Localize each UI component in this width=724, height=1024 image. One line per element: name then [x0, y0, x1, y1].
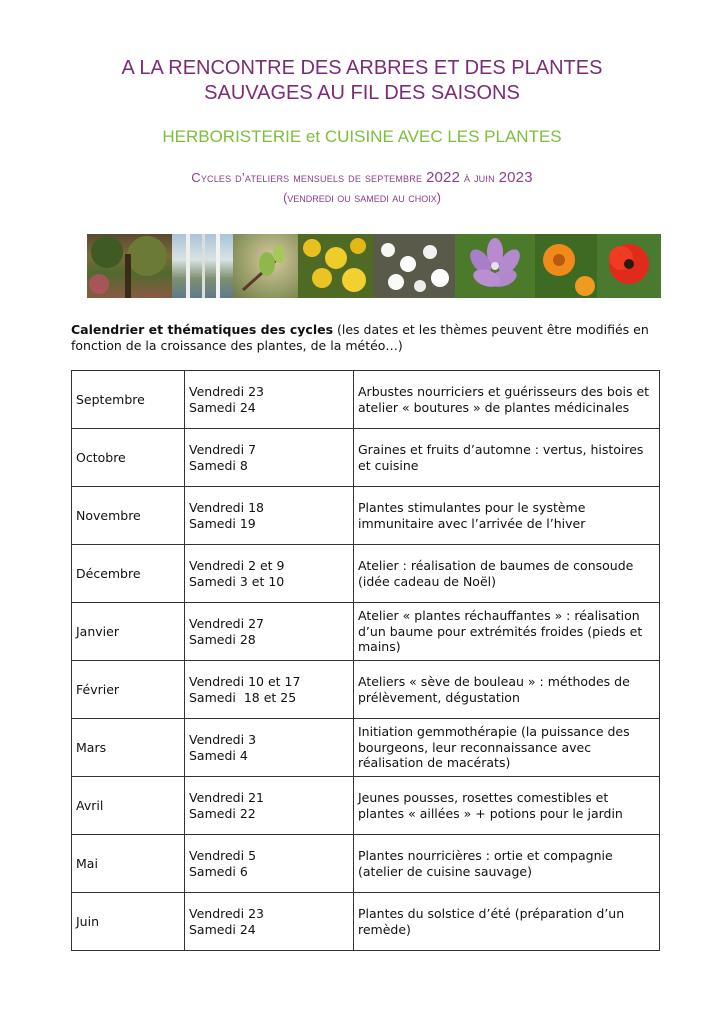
- calendar-table: [71, 370, 660, 951]
- saturday-date: Samedi 3 et 10: [189, 573, 285, 589]
- month-cell: Janvier: [72, 603, 185, 661]
- saturday-date: Samedi 24: [189, 921, 256, 937]
- cycles-text-c: à juin: [460, 170, 499, 185]
- dates-cell: [185, 661, 354, 719]
- dates-cell: [185, 893, 354, 951]
- page-title: [0, 56, 724, 106]
- dates-cell: [185, 371, 354, 429]
- theme-cell: Atelier « plantes réchauffantes » : réalisation d’un baume pour extrémités froides (pieds et mains): [354, 603, 660, 661]
- table-row: [72, 661, 660, 719]
- table-row: [72, 371, 660, 429]
- friday-date: Vendredi 3: [189, 732, 257, 747]
- table-row: [72, 603, 660, 661]
- theme-cell: Plantes nourricières : ortie et compagnie (atelier de cuisine sauvage): [354, 835, 660, 893]
- bud-photo: [233, 234, 298, 298]
- theme-cell: Arbustes nourriciers et guérisseurs des bois et atelier « boutures » de plantes médicinales: [354, 371, 660, 429]
- theme-cell: Plantes du solstice d’été (préparation d’un remède): [354, 893, 660, 951]
- saturday-date: Samedi 22: [189, 805, 256, 821]
- saturday-date: Samedi 18 et 25: [189, 689, 297, 705]
- dates-cell: [185, 487, 354, 545]
- dates-cell: [185, 719, 354, 777]
- saturday-date: Samedi 8: [189, 457, 248, 473]
- month-cell: Octobre: [72, 429, 185, 487]
- friday-date: Vendredi 18: [189, 500, 264, 515]
- title-line-1: A LA RENCONTRE DES ARBRES ET DES PLANTES: [121, 57, 603, 79]
- calendar-note: (les dates et les thèmes peuvent être modifiés en fonction de la croissance des plantes, de la météo…): [71, 322, 649, 353]
- poppy-photo: [597, 234, 661, 298]
- month-cell: Juin: [72, 893, 185, 951]
- month-cell: Novembre: [72, 487, 185, 545]
- calendar-heading: Calendrier et thématiques des cycles: [71, 322, 334, 337]
- yellow-flowers-photo: [298, 234, 374, 298]
- birch-water-photo: [172, 234, 233, 298]
- table-row: [72, 893, 660, 951]
- cycles-year-end: 2023: [498, 169, 533, 186]
- friday-date: Vendredi 27: [189, 616, 264, 631]
- friday-date: Vendredi 10 et 17: [189, 674, 301, 689]
- theme-cell: Jeunes pousses, rosettes comestibles et plantes « aillées » + potions pour le jardin: [354, 777, 660, 835]
- month-cell: Mars: [72, 719, 185, 777]
- cycles-year-start: 2022: [425, 169, 461, 186]
- table-row: [72, 835, 660, 893]
- table-row: [72, 777, 660, 835]
- forest-tree-photo: [87, 234, 172, 298]
- theme-cell: Initiation gemmothérapie (la puissance des bourgeons, leur reconnaissance avec réalisation de macérats): [354, 719, 660, 777]
- table-row: [72, 719, 660, 777]
- friday-date: Vendredi 23: [189, 384, 264, 399]
- cycles-line: [0, 169, 724, 186]
- theme-cell: Atelier : réalisation de baumes de consoude (idée cadeau de Noël): [354, 545, 660, 603]
- saturday-date: Samedi 6: [189, 863, 248, 879]
- dates-cell: [185, 603, 354, 661]
- dates-cell: [185, 429, 354, 487]
- calendar-intro: [71, 322, 661, 354]
- dates-cell: [185, 777, 354, 835]
- saturday-date: Samedi 28: [189, 631, 256, 647]
- cycles-text-a: Cycles d’ateliers mensuels de septembre: [191, 170, 426, 185]
- month-cell: Décembre: [72, 545, 185, 603]
- subtitle: HERBORISTERIE et CUISINE AVEC LES PLANTES: [162, 127, 562, 146]
- white-blossom-photo: [374, 234, 455, 298]
- dates-cell: [185, 545, 354, 603]
- theme-cell: Plantes stimulantes pour le système immunitaire avec l’arrivée de l’hiver: [354, 487, 660, 545]
- friday-date: Vendredi 23: [189, 906, 264, 921]
- mallow-flower-photo: [455, 234, 535, 298]
- photo-strip: [87, 234, 661, 298]
- theme-cell: Ateliers « sève de bouleau » : méthodes de prélèvement, dégustation: [354, 661, 660, 719]
- theme-cell: Graines et fruits d’automne : vertus, histoires et cuisine: [354, 429, 660, 487]
- dates-cell: [185, 835, 354, 893]
- month-cell: Avril: [72, 777, 185, 835]
- table-row: [72, 429, 660, 487]
- choice-note: (vendredi ou samedi au choix): [283, 191, 441, 205]
- month-cell: Février: [72, 661, 185, 719]
- friday-date: Vendredi 7: [189, 442, 257, 457]
- table-row: [72, 487, 660, 545]
- saturday-date: Samedi 19: [189, 515, 256, 531]
- month-cell: Septembre: [72, 371, 185, 429]
- month-cell: Mai: [72, 835, 185, 893]
- friday-date: Vendredi 2 et 9: [189, 558, 285, 573]
- marigold-photo: [535, 234, 597, 298]
- friday-date: Vendredi 5: [189, 848, 257, 863]
- table-row: [72, 545, 660, 603]
- saturday-date: Samedi 24: [189, 399, 256, 415]
- title-line-2: SAUVAGES AU FIL DES SAISONS: [204, 82, 520, 104]
- friday-date: Vendredi 21: [189, 790, 264, 805]
- saturday-date: Samedi 4: [189, 747, 248, 763]
